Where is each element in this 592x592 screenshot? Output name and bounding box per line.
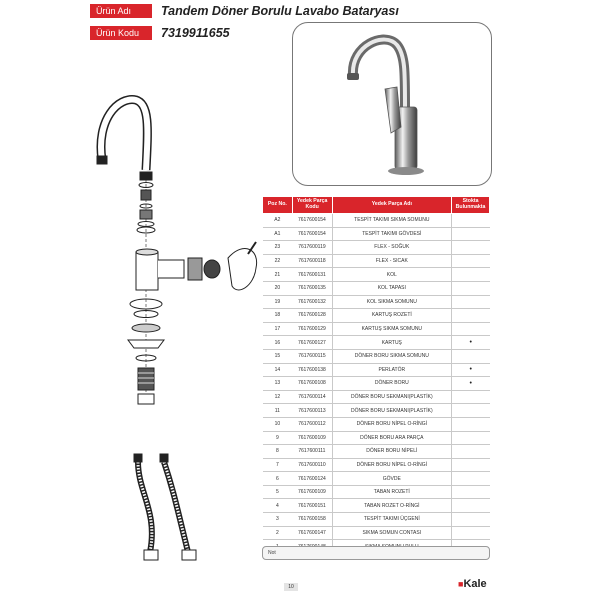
product-code: 7319911655 <box>161 26 230 40</box>
cell-name: SIKMA SOMUN CONTASI <box>332 526 451 540</box>
cell-code: 7617600151 <box>292 499 332 513</box>
cell-name: PERLATÖR <box>332 363 451 377</box>
cell-name: DÖNER BORU SEKMANI(PLASTİK) <box>332 404 451 418</box>
page-number: 10 <box>284 583 298 591</box>
table-row <box>263 295 490 309</box>
cell-poz: 14 <box>263 363 293 377</box>
cell-stock <box>452 349 490 363</box>
cell-name: KARTUŞ <box>332 336 451 350</box>
table-row <box>263 309 490 323</box>
cell-code: 7617600124 <box>292 472 332 486</box>
cell-stock <box>452 458 490 472</box>
cell-stock <box>452 295 490 309</box>
cell-code: 7617600111 <box>292 445 332 459</box>
cell-stock <box>452 499 490 513</box>
cell-poz: 21 <box>263 268 293 282</box>
table-row <box>263 227 490 241</box>
cell-poz: 2 <box>263 526 293 540</box>
cell-stock <box>452 431 490 445</box>
cell-code: 7617600113 <box>292 404 332 418</box>
cell-name: FLEX - SICAK <box>332 254 451 268</box>
table-row <box>263 268 490 282</box>
table-header-row <box>263 197 490 214</box>
cell-name: KOL <box>332 268 451 282</box>
cell-poz: 16 <box>263 336 293 350</box>
table-row <box>263 458 490 472</box>
cell-poz: 20 <box>263 281 293 295</box>
cell-poz: 8 <box>263 445 293 459</box>
table-row <box>263 390 490 404</box>
faucet-photo <box>293 23 493 187</box>
table-row <box>263 254 490 268</box>
table-row <box>263 281 490 295</box>
cell-code: 7617600108 <box>292 377 332 391</box>
cell-stock <box>452 268 490 282</box>
cell-code: 7617600110 <box>292 458 332 472</box>
cell-code: 7617600158 <box>292 513 332 527</box>
cell-code: 7617600115 <box>292 349 332 363</box>
cell-code: 7617600119 <box>292 241 332 255</box>
cell-name: DÖNER BORU SIKMA SOMUNU <box>332 349 451 363</box>
table-row <box>263 322 490 336</box>
cell-name: KARTUŞ SIKMA SOMUNU <box>332 322 451 336</box>
cell-stock <box>452 390 490 404</box>
product-code-label: Ürün Kodu <box>90 26 152 40</box>
table-row <box>263 485 490 499</box>
cell-stock <box>452 281 490 295</box>
cell-name: KARTUŞ ROZETİ <box>332 309 451 323</box>
cell-name: DÖNER BORU NİPEL O-RİNGİ <box>332 417 451 431</box>
table-row <box>263 513 490 527</box>
cell-stock <box>452 241 490 255</box>
table-row <box>263 377 490 391</box>
cell-name: FLEX - SOĞUK <box>332 241 451 255</box>
cell-name: DÖNER BORU ARA PARÇA <box>332 431 451 445</box>
product-name-label: Ürün Adı <box>90 4 152 18</box>
cell-poz: 17 <box>263 322 293 336</box>
cell-poz: A2 <box>263 214 293 228</box>
cell-stock <box>452 227 490 241</box>
cell-poz: 11 <box>263 404 293 418</box>
cell-name: KOL SIKMA SOMUNU <box>332 295 451 309</box>
table-row <box>263 336 490 350</box>
product-photo-frame <box>292 22 492 186</box>
cell-name: TESPİT TAKIMI GÖVDESİ <box>332 227 451 241</box>
table-row <box>263 431 490 445</box>
cell-code: 7617600109 <box>292 485 332 499</box>
cell-poz: 18 <box>263 309 293 323</box>
exploded-parts-diagram <box>88 90 268 420</box>
cell-poz: 19 <box>263 295 293 309</box>
cell-stock <box>452 417 490 431</box>
table-row <box>263 417 490 431</box>
product-name: Tandem Döner Borulu Lavabo Bataryası <box>161 4 399 18</box>
spare-parts-table <box>262 196 490 554</box>
cell-code: 7617600135 <box>292 281 332 295</box>
cell-stock <box>452 214 490 228</box>
cell-name: DÖNER BORU <box>332 377 451 391</box>
column-header-poz: Poz No. <box>263 197 293 214</box>
cell-stock <box>452 513 490 527</box>
cell-poz: 22 <box>263 254 293 268</box>
cell-name: TESPİT TAKIMI SIKMA SOMUNU <box>332 214 451 228</box>
table-row <box>263 363 490 377</box>
cell-poz: 10 <box>263 417 293 431</box>
cell-poz: 7 <box>263 458 293 472</box>
column-header-stock: Stokta Bulunmakta <box>452 197 490 214</box>
cell-poz: 3 <box>263 513 293 527</box>
cell-poz: 13 <box>263 377 293 391</box>
cell-stock <box>452 254 490 268</box>
cell-stock <box>452 472 490 486</box>
cell-code: 7617600112 <box>292 417 332 431</box>
cell-code: 7617600138 <box>292 363 332 377</box>
cell-poz: 9 <box>263 431 293 445</box>
cell-poz: 15 <box>263 349 293 363</box>
flex-hoses-diagram <box>118 452 208 562</box>
cell-code: 7617600154 <box>292 227 332 241</box>
cell-name: TABAN ROZET O-RİNGİ <box>332 499 451 513</box>
cell-code: 7617600154 <box>292 214 332 228</box>
cell-stock <box>452 485 490 499</box>
table-row <box>263 526 490 540</box>
brand-name: Kale <box>463 578 487 590</box>
table-row <box>263 404 490 418</box>
column-header-code: Yedek Parça Kodu <box>292 197 332 214</box>
cell-stock: • <box>452 336 490 350</box>
cell-name: DÖNER BORU NİPELİ <box>332 445 451 459</box>
column-header-name: Yedek Parça Adı <box>332 197 451 214</box>
cell-poz: 12 <box>263 390 293 404</box>
cell-code: 7617600147 <box>292 526 332 540</box>
cell-code: 7617600114 <box>292 390 332 404</box>
cell-code: 7617600131 <box>292 268 332 282</box>
cell-poz: 6 <box>263 472 293 486</box>
cell-name: DÖNER BORU NİPEL O-RİNGİ <box>332 458 451 472</box>
cell-code: 7617600128 <box>292 309 332 323</box>
note-label: Not <box>268 550 276 556</box>
cell-code: 7617600132 <box>292 295 332 309</box>
table-row <box>263 499 490 513</box>
cell-stock <box>452 309 490 323</box>
cell-code: 7617600109 <box>292 431 332 445</box>
cell-name: GÖVDE <box>332 472 451 486</box>
cell-name: TESPİT TAKIMI ÜÇGENİ <box>332 513 451 527</box>
cell-stock: • <box>452 377 490 391</box>
table-row <box>263 349 490 363</box>
cell-code: 7617600118 <box>292 254 332 268</box>
cell-poz: 4 <box>263 499 293 513</box>
table-row <box>263 214 490 228</box>
cell-stock <box>452 322 490 336</box>
brand-logo <box>458 578 487 590</box>
table-row <box>263 445 490 459</box>
brand-mark-icon: ■ <box>458 579 464 589</box>
cell-code: 7617600129 <box>292 322 332 336</box>
cell-code: 7617600127 <box>292 336 332 350</box>
table-row <box>263 472 490 486</box>
cell-stock: • <box>452 363 490 377</box>
cell-name: KOL TAPASI <box>332 281 451 295</box>
cell-stock <box>452 445 490 459</box>
cell-stock <box>452 526 490 540</box>
cell-stock <box>452 404 490 418</box>
cell-poz: A1 <box>263 227 293 241</box>
cell-poz: 5 <box>263 485 293 499</box>
cell-poz: 23 <box>263 241 293 255</box>
table-row <box>263 241 490 255</box>
cell-name: DÖNER BORU SEKMANI(PLASTİK) <box>332 390 451 404</box>
note-box <box>262 546 490 560</box>
cell-name: TABAN ROZETİ <box>332 485 451 499</box>
